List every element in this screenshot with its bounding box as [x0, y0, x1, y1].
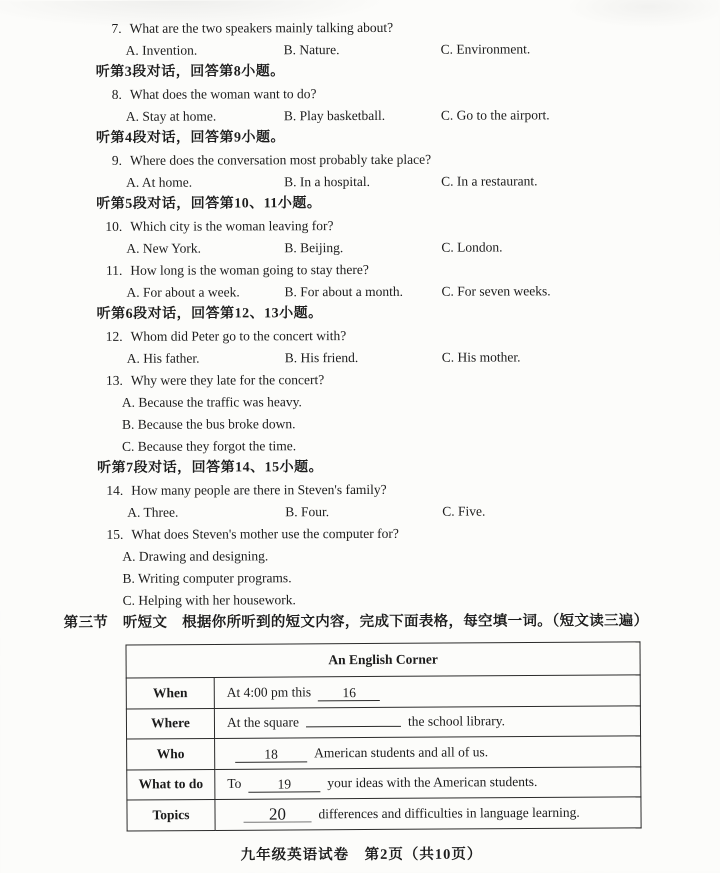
- option-a: A. Three.: [127, 502, 178, 524]
- table-row-topics: [127, 797, 641, 831]
- table-title: An English Corner: [126, 642, 640, 678]
- option-a: A. Stay at home.: [126, 105, 216, 127]
- row-value: [215, 766, 641, 799]
- row-label: What to do: [127, 769, 215, 800]
- question-14-options: [0, 500, 720, 525]
- question-8: [0, 82, 719, 107]
- option-c: C. His mother.: [442, 346, 521, 368]
- blank-18: 18: [235, 746, 307, 762]
- dialog-instruction-8: 听第3段对话，回答第8小题。: [0, 60, 719, 85]
- question-text: Which city is the woman leaving for?: [130, 218, 333, 234]
- option-c: C. Go to the airport.: [441, 104, 550, 126]
- question-number: 8.: [96, 84, 122, 106]
- option-a: A. His father.: [127, 348, 200, 370]
- question-11-options: [0, 280, 720, 305]
- row-label: Where: [126, 708, 214, 739]
- question-number: 14.: [97, 480, 123, 502]
- option-c: C. London.: [441, 237, 502, 259]
- question-15-option-b: B. Writing computer programs.: [0, 566, 720, 591]
- option-c: C. Five.: [442, 501, 485, 523]
- question-13-option-b: B. Because the bus broke down.: [0, 412, 720, 437]
- section-3-heading: 第三节 听短文 根据你所听到的短文内容，完成下面表格，每空填一词。（短文读三遍）: [1, 610, 720, 635]
- question-number: 7.: [96, 18, 122, 40]
- question-text: How long is the woman going to stay there?: [130, 262, 369, 278]
- question-14: [0, 478, 720, 503]
- question-9-options: [0, 170, 719, 195]
- option-b: B. Four.: [285, 501, 329, 523]
- option-a: A. At home.: [126, 172, 192, 194]
- dialog-instruction-12-13: 听第6段对话，回答第12、13小题。: [0, 302, 720, 327]
- table-row-who: [127, 736, 641, 770]
- question-text: Why were they late for the concert?: [131, 372, 324, 388]
- option-b: B. Play basketball.: [284, 105, 385, 127]
- question-text: What does the woman want to do?: [130, 86, 317, 102]
- question-number: 12.: [97, 326, 123, 348]
- option-b: B. In a hospital.: [284, 171, 370, 193]
- question-10: [0, 214, 719, 239]
- row-label: When: [126, 677, 214, 708]
- row-value: [214, 675, 640, 708]
- question-text: Where does the conversation most probably take place?: [130, 152, 431, 168]
- question-number: 11.: [96, 260, 122, 282]
- row-value: [215, 797, 641, 830]
- page-footer: 九年级英语试卷 第2页（共10页）: [1, 841, 720, 865]
- blank-20: 20: [243, 807, 311, 823]
- option-c: C. In a restaurant.: [441, 170, 537, 192]
- question-text: What are the two speakers mainly talking about?: [130, 20, 394, 36]
- option-b: B. Nature.: [284, 39, 340, 61]
- option-a: A. Invention.: [126, 40, 198, 62]
- row-value: [214, 705, 640, 738]
- question-13-option-c: C. Because they forgot the time.: [0, 434, 720, 459]
- value-post: the school library.: [408, 713, 505, 729]
- option-b: B. For about a month.: [284, 281, 403, 303]
- question-number: 13.: [97, 370, 123, 392]
- question-12-options: [0, 346, 720, 371]
- table-title-row: [126, 642, 640, 678]
- value-post: differences and difficulties in language learning.: [318, 805, 579, 822]
- question-15-option-c: C. Helping with her housework.: [1, 588, 720, 613]
- question-13-option-a: A. Because the traffic was heavy.: [0, 390, 720, 415]
- table-row-what-to-do: [127, 766, 641, 800]
- question-text: What does Steven's mother use the computer for?: [131, 526, 399, 542]
- blank-17: [306, 726, 401, 728]
- value-post: your ideas with the American students.: [327, 774, 537, 790]
- question-text: Whom did Peter go to the concert with?: [131, 328, 347, 344]
- blank-16: 16: [318, 685, 380, 701]
- question-text: How many people are there in Steven's family?: [131, 482, 387, 498]
- blank-19: 19: [248, 777, 320, 793]
- question-7: [0, 16, 719, 41]
- value-pre: At 4:00 pm this: [227, 684, 311, 700]
- dialog-instruction-14-15: 听第7段对话，回答第14、15小题。: [0, 456, 720, 481]
- option-c: C. Environment.: [441, 38, 531, 60]
- english-corner-table: [125, 641, 641, 831]
- question-13: [0, 368, 720, 393]
- option-b: B. Beijing.: [284, 237, 343, 259]
- question-8-options: [0, 104, 719, 129]
- option-c: C. For seven weeks.: [441, 280, 550, 302]
- question-7-options: [0, 38, 719, 63]
- dialog-instruction-10-11: 听第5段对话，回答第10、11小题。: [0, 192, 719, 217]
- question-number: 15.: [97, 524, 123, 546]
- table-row-when: [126, 675, 640, 709]
- question-number: 10.: [96, 216, 122, 238]
- row-value: [215, 736, 641, 769]
- question-15-option-a: A. Drawing and designing.: [0, 544, 720, 569]
- row-label: Topics: [127, 799, 215, 830]
- question-15: [0, 522, 720, 547]
- question-9: [0, 148, 719, 173]
- question-number: 9.: [96, 150, 122, 172]
- dialog-instruction-9: 听第4段对话，回答第9小题。: [0, 126, 719, 151]
- question-10-options: [0, 236, 719, 261]
- table-row-where: [126, 705, 640, 739]
- row-label: Who: [127, 738, 215, 769]
- option-a: A. New York.: [126, 238, 201, 260]
- question-12: [0, 324, 720, 349]
- question-11: [0, 258, 719, 283]
- value-pre: At the square: [227, 715, 299, 730]
- value-pre: To: [227, 776, 241, 791]
- option-a: A. For about a week.: [126, 281, 239, 303]
- value-post: American students and all of us.: [314, 744, 488, 760]
- option-b: B. His friend.: [285, 347, 359, 369]
